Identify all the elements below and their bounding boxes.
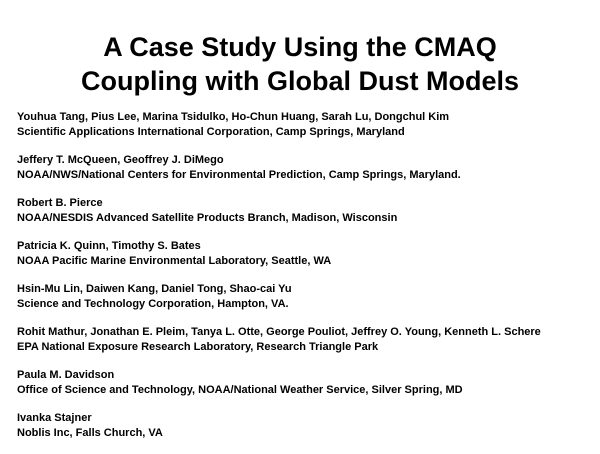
author-affiliation: EPA National Exposure Research Laboratory, Research Triangle Park [17, 341, 379, 353]
author-affiliation: Scientific Applications International Corporation, Camp Springs, Maryland [17, 126, 405, 138]
author-group [17, 368, 597, 398]
author-names: Paula M. Davidson [17, 369, 115, 381]
slide-title [0, 30, 600, 98]
author-affiliation: Science and Technology Corporation, Hampton, VA. [17, 298, 289, 310]
title-line-1: A Case Study Using the CMAQ [103, 32, 497, 62]
author-group [17, 153, 597, 183]
author-affiliation: NOAA/NWS/National Centers for Environmental Prediction, Camp Springs, Maryland. [17, 169, 461, 181]
author-group [17, 196, 597, 226]
author-group [17, 411, 597, 441]
author-affiliation: Noblis Inc, Falls Church, VA [17, 427, 163, 439]
author-affiliation: NOAA Pacific Marine Environmental Laboratory, Seattle, WA [17, 255, 332, 267]
author-list [17, 110, 597, 454]
author-names: Youhua Tang, Pius Lee, Marina Tsidulko, Ho-Chun Huang, Sarah Lu, Dongchul Kim [17, 111, 450, 123]
author-names: Rohit Mathur, Jonathan E. Pleim, Tanya L. Otte, George Pouliot, Jeffrey O. Young, Kenneth L. Schere [17, 326, 541, 338]
author-names: Robert B. Pierce [17, 197, 103, 209]
author-group [17, 110, 597, 140]
author-names: Patricia K. Quinn, Timothy S. Bates [17, 240, 201, 252]
author-names: Jeffery T. McQueen, Geoffrey J. DiMego [17, 154, 224, 166]
author-affiliation: NOAA/NESDIS Advanced Satellite Products Branch, Madison, Wisconsin [17, 212, 398, 224]
author-names: Ivanka Stajner [17, 412, 92, 424]
author-group [17, 239, 597, 269]
title-line-2: Coupling with Global Dust Models [81, 66, 519, 96]
author-names: Hsin-Mu Lin, Daiwen Kang, Daniel Tong, Shao-cai Yu [17, 283, 292, 295]
author-group [17, 282, 597, 312]
author-group [17, 325, 597, 355]
author-affiliation: Office of Science and Technology, NOAA/National Weather Service, Silver Spring, MD [17, 384, 463, 396]
